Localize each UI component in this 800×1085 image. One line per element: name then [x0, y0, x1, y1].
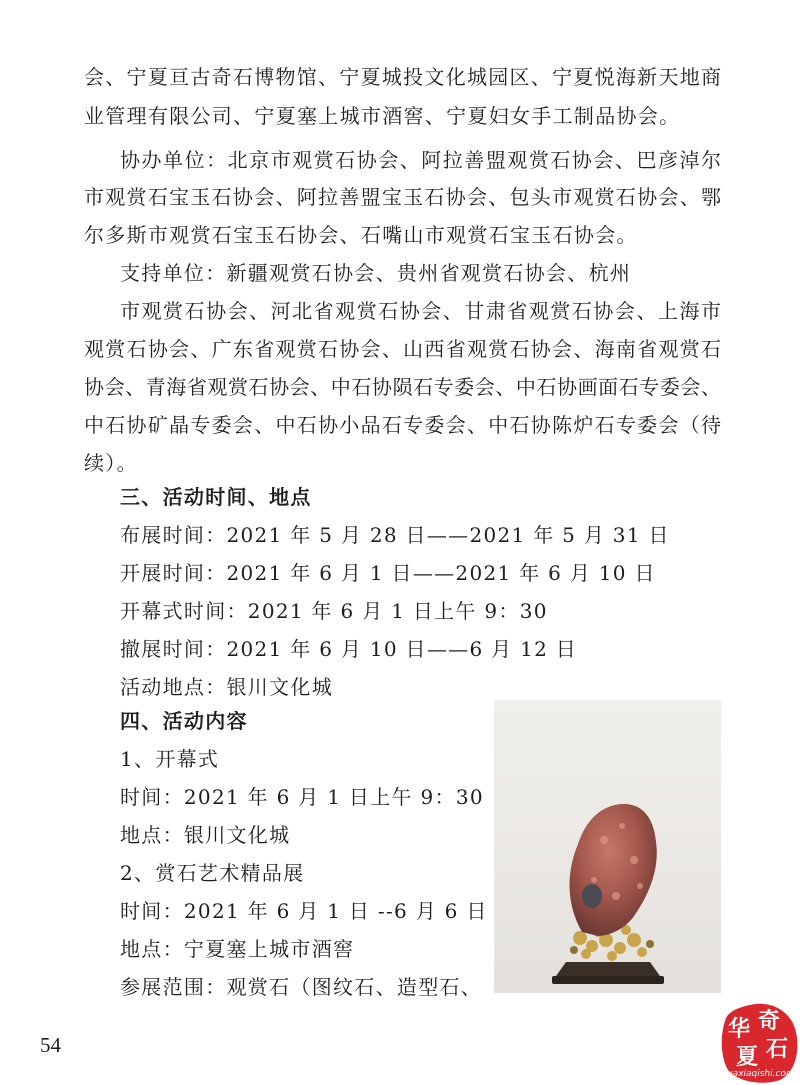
paragraph-line: 中石协矿晶专委会、中石协小品石专委会、中石协陈炉石专委会（待 [84, 413, 721, 437]
schedule-line: 开展时间：2021 年 6 月 1 日——2021 年 6 月 10 日 [120, 561, 656, 585]
paragraph-line: 会、宁夏亘古奇石博物馆、宁夏城投文化城园区、宁夏悦海新天地商 [84, 65, 721, 89]
paragraph-line: 尔多斯市观赏石宝玉石协会、石嘴山市观赏石宝玉石协会。 [84, 223, 638, 247]
paragraph-line: 协会、青海省观赏石协会、中石协陨石专委会、中石协画面石专委会、 [84, 375, 721, 399]
watermark-char: 华 [728, 1017, 751, 1042]
paragraph-line: 协办单位：北京市观赏石协会、阿拉善盟观赏石协会、巴彦淖尔 [120, 148, 721, 172]
content-line: 时间：2021 年 6 月 1 日上午 9：30 [120, 785, 484, 809]
section-heading: 三、活动时间、地点 [120, 485, 312, 509]
content-line: 地点：银川文化城 [120, 823, 291, 847]
paragraph-line: 支持单位：新疆观赏石协会、贵州省观赏石协会、杭州 [120, 261, 632, 285]
watermark-char: 夏 [736, 1045, 759, 1070]
content-line: 2、赏石艺术精品展 [120, 861, 305, 885]
watermark-char: 奇 [758, 1009, 781, 1034]
schedule-line: 布展时间：2021 年 5 月 28 日——2021 年 5 月 31 日 [120, 523, 670, 547]
content-line: 地点：宁夏塞上城市酒窖 [120, 937, 355, 961]
page-number: 54 [40, 1033, 61, 1057]
paragraph-line: 续）。 [84, 451, 138, 475]
section-heading: 四、活动内容 [120, 709, 248, 733]
stone-photo [494, 700, 721, 993]
paragraph-line: 业管理有限公司、宁夏塞上城市酒窖、宁夏妇女手工制品协会。 [84, 104, 681, 128]
paragraph-line: 市观赏石宝玉石协会、阿拉善盟宝玉石协会、包头市观赏石协会、鄂 [84, 185, 721, 209]
content-line: 参展范围：观赏石（图纹石、造型石、 [120, 975, 483, 999]
content-line: 1、开幕式 [120, 747, 220, 771]
paragraph-line: 市观赏石协会、河北省观赏石协会、甘肃省观赏石协会、上海市 [120, 299, 721, 323]
schedule-line: 开幕式时间：2021 年 6 月 1 日上午 9：30 [120, 599, 548, 623]
schedule-line: 撤展时间：2021 年 6 月 10 日——6 月 12 日 [120, 637, 578, 661]
watermark-char: 石 [766, 1037, 789, 1062]
content-line: 时间：2021 年 6 月 1 日 --6 月 6 日 [120, 899, 488, 923]
paragraph-line: 观赏石协会、广东省观赏石协会、山西省观赏石协会、海南省观赏石 [84, 337, 721, 361]
watermark-domain: huaxiaqishi.com [721, 1069, 795, 1079]
schedule-line: 活动地点：银川文化城 [120, 675, 333, 699]
